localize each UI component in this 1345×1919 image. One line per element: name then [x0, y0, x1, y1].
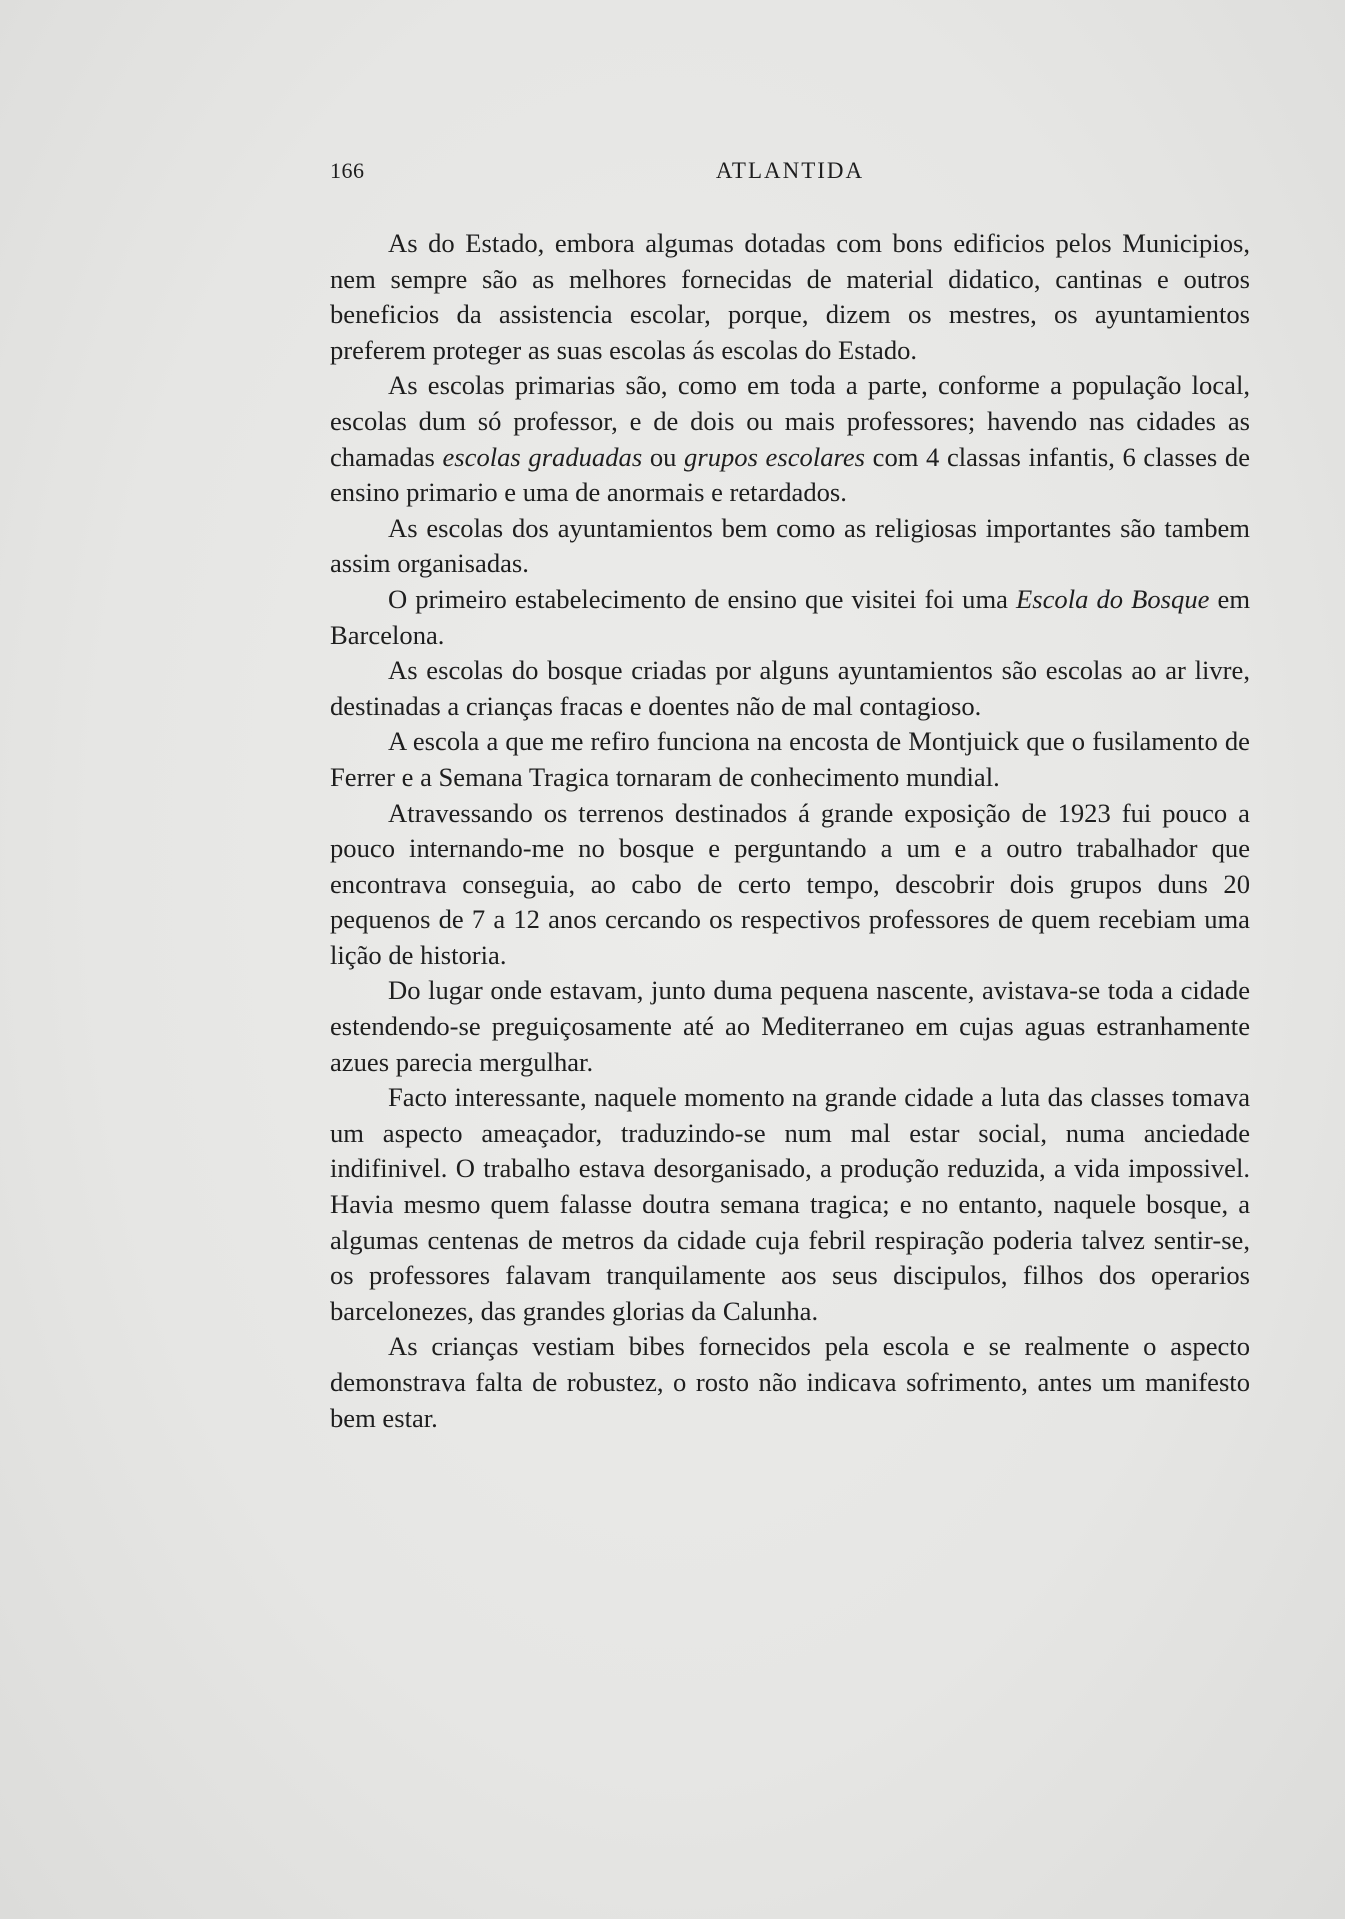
italic-text: Escola do Bosque: [1016, 583, 1210, 614]
text-segment: As escolas primarias são, como em toda a parte, conforme a população local, escolas dum só professor, e de dois ou mais professores; havendo nas cidades as chamadas: [330, 370, 1250, 472]
italic-text: escolas graduadas: [442, 441, 643, 472]
body-text: [330, 226, 1250, 1436]
paragraph: [330, 653, 1250, 724]
paragraph: [330, 1329, 1250, 1436]
italic-text: grupos escolares: [684, 441, 866, 472]
text-segment: Atravessando os terrenos destinados á grande exposição de 1923 fui pouco a pouco internando-me no bosque e perguntando a um e a outro trabalhador que encontrava conseguia, ao cabo de certo tempo, descobrir dois grupos duns 20 pequenos de 7 a 12 anos cercando os respectivos professores de quem recebiam uma lição de historia.: [330, 797, 1250, 970]
paragraph: [330, 582, 1250, 653]
paragraph: [330, 724, 1250, 795]
text-segment: As do Estado, embora algumas dotadas com bons edificios pelos Municipios, nem sempre são as melhores fornecidas de material didatico, cantinas e outros beneficios da assistencia escolar, porque, dizem os mestres, os ayuntamientos preferem proteger as suas escolas ás escolas do Estado.: [330, 228, 1250, 365]
page-number: 166: [330, 158, 365, 183]
text-segment: A escola a que me refiro funciona na encosta de Montjuick que o fusilamento de Ferrer e a Semana Tragica tornaram de conhecimento mundial.: [330, 726, 1250, 792]
paragraph: [330, 511, 1250, 582]
text-segment: As escolas dos ayuntamientos bem como as religiosas importantes são tambem assim organisadas.: [330, 512, 1250, 579]
running-head: [330, 158, 1250, 192]
paragraph: [330, 796, 1250, 974]
text-segment: ou: [642, 441, 685, 472]
paragraph: [330, 368, 1250, 510]
text-segment: O primeiro estabelecimento de ensino que visitei foi uma: [388, 583, 1017, 614]
text-segment: As escolas do bosque criadas por alguns ayuntamientos são escolas ao ar livre, destinadas a crianças fracas e doentes não de mal contagioso.: [330, 655, 1250, 721]
paragraph: [330, 226, 1250, 368]
text-segment: Facto interessante, naquele momento na grande cidade a luta das classes tomava um aspecto ameaçador, traduzindo-se num mal estar social, numa anciedade indifinivel. O trabalho estava desorganisado, a produção reduzida, a vida impossivel. Havia mesmo quem falasse doutra semana tragica; e no entanto, naquele bosque, a algumas centenas de metros da cidade cuja febril respiração poderia talvez sentir-se, os professores falavam tranquilamente aos seus discipulos, filhos dos operarios barcelonezes, das grandes glorias da Calunha.: [330, 1082, 1250, 1326]
text-segment: As crianças vestiam bibes fornecidos pela escola e se realmente o aspecto demonstrava falta de robustez, o rosto não indicava sofrimento, antes um manifesto bem estar.: [330, 1331, 1250, 1433]
paragraph: [330, 973, 1250, 1080]
text-segment: em Barcelona.: [330, 583, 1251, 650]
running-title: ATLANTIDA: [715, 158, 865, 183]
text-segment: com 4 classas infantis, 6 classes de ensino primario e uma de anormais e retardados.: [330, 441, 1250, 508]
paragraph: [330, 1080, 1250, 1329]
text-segment: Do lugar onde estavam, junto duma pequena nascente, avistava-se toda a cidade estendendo-se preguiçosamente até ao Mediterraneo em cujas aguas estranhamente azues parecia mergulhar.: [330, 975, 1250, 1077]
